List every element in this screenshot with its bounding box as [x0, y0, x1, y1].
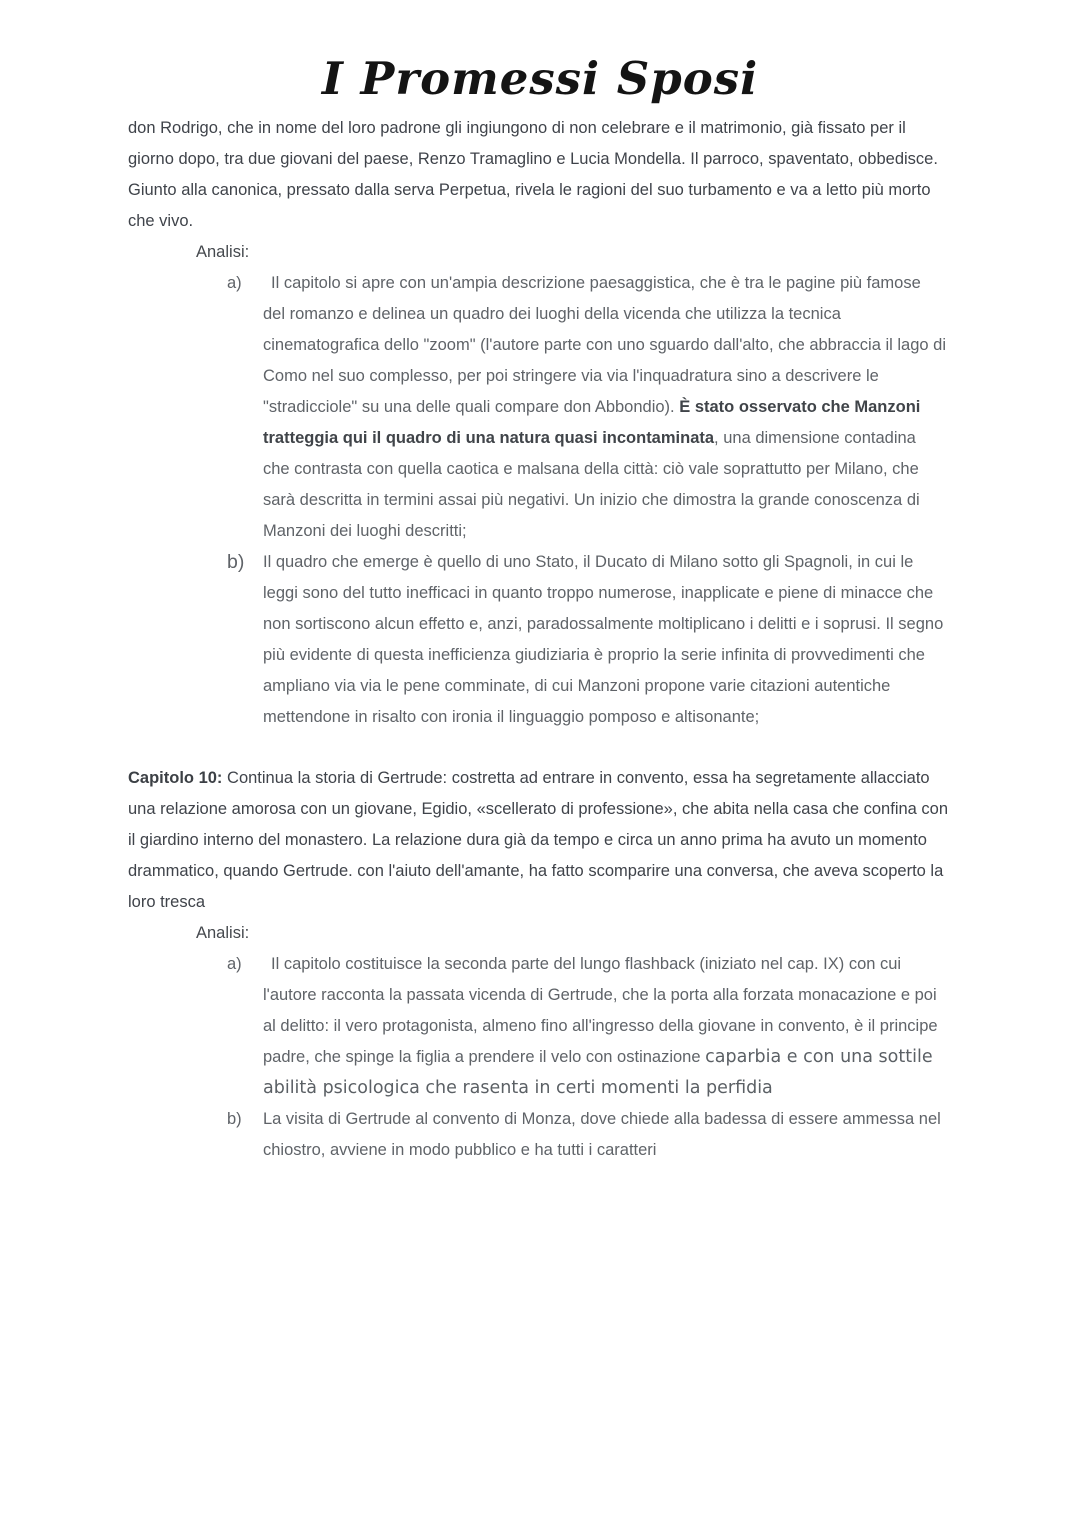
chapter10-paragraph: [128, 763, 952, 918]
section-spacer: [128, 733, 952, 763]
list-item-a-text-part1: Il capitolo si apre con un'ampia descrizione paesaggistica, che è tra le pagine più famose del romanzo e delinea un quadro dei luoghi della vicenda che utilizza la tecnica cinematografica dello "zoom" (l'autore parte con uno sguardo dall'alto, che abbraccia il lago di Como nel suo complesso, per poi stringere via via l'inquadratura sino a descrivere le "stradicciole" su una delle quali compare don Abbondio).: [263, 274, 946, 416]
list2-item-a: [128, 949, 952, 1104]
list-marker-a: a): [227, 274, 242, 292]
intro-paragraph: don Rodrigo, che in nome del loro padrone gli ingiungono di non celebrare e il matrimonio, già fissato per il giorno dopo, tra due giovani del paese, Renzo Tramaglino e Lucia Mondella. Il parroco, spaventato, obbedisce. Giunto alla canonica, pressato dalla serva Perpetua, rivela le ragioni del suo turbamento e va a letto più morto che vivo.: [128, 119, 938, 230]
chapter10-lead: Capitolo 10:: [128, 769, 223, 787]
list2-item-b: [128, 1104, 952, 1166]
analisi-label-2: Analisi:: [196, 924, 250, 942]
list2-item-a-text: [263, 949, 947, 1104]
analysis-list-2: [128, 949, 952, 1166]
chapter10-text: Continua la storia di Gertrude: costretta ad entrare in convento, essa ha segretamente allacciato una relazione amorosa con un giovane, Egidio, «scellerato di professione», che abita nella casa che confina con il giardino interno del monastero. La relazione dura già da tempo e circa un anno prima ha avuto un momento drammatico, quando Gertrude. con l'aiuto dell'amante, ha fatto scomparire una conversa, che aveva scoperto la loro tresca: [128, 769, 949, 911]
list2-item-b-text: La visita di Gertrude al convento di Monza, dove chiede alla badessa di essere ammessa nel chiostro, avviene in modo pubblico e ha tutti i caratteri: [263, 1110, 941, 1159]
list2-item-a-text-part1: Il capitolo costituisce la seconda parte del lungo flashback (iniziato nel cap. IX) con cui l'autore racconta la passata vicenda di Gertrude, che la porta alla forzata monacazione e poi al delitto: il vero protagonista, almeno fino all'ingresso della giovane in convento, è il principe padre, che spinge la figlia a prendere il velo con ostinazione: [263, 955, 938, 1066]
list-item-b-text: Il quadro che emerge è quello di uno Stato, il Ducato di Milano sotto gli Spagnoli, in cui le leggi sono del tutto inefficaci in quanto troppo numerose, inapplicate e piene di minacce che non sortiscono alcun effetto e, anzi, paradossalmente moltiplicano i delitti e i soprusi. Il segno più evidente di questa inefficienza giudiziaria è proprio la serie infinita di provvedimenti che ampliano via via le pene comminate, di cui Manzoni propone varie citazioni autentiche mettendone in risalto con ironia il linguaggio pomposo e altisonante;: [263, 553, 944, 726]
list-item-a-text-part2: , una dimensione contadina che contrasta con quella caotica e malsana della città: ciò vale soprattutto per Milano, che sarà descritta in termini assai più negativi. Un inizio che dimostra la grande conoscenza di Manzoni dei luoghi descritti;: [263, 429, 920, 540]
list2-marker-a: a): [227, 955, 242, 973]
analysis-list-1: [128, 268, 952, 733]
list-item-a-bold-highlight: È stato osservato che Manzoni tratteggia qui il quadro di una natura quasi incontaminata: [263, 398, 921, 447]
list-item-a-text: [263, 268, 947, 547]
analisi-label-1: Analisi:: [196, 243, 250, 261]
list2-marker-b: b): [227, 1110, 242, 1128]
list2-item-a-alt-font-text: caparbia e con una sottile abilità psicologica che rasenta in certi momenti la perfidia: [263, 1047, 933, 1098]
page-title: I Promessi Sposi: [321, 52, 759, 105]
list-item-a: [128, 268, 952, 547]
list-marker-b: b): [227, 551, 245, 573]
list-item-b: [128, 547, 952, 733]
